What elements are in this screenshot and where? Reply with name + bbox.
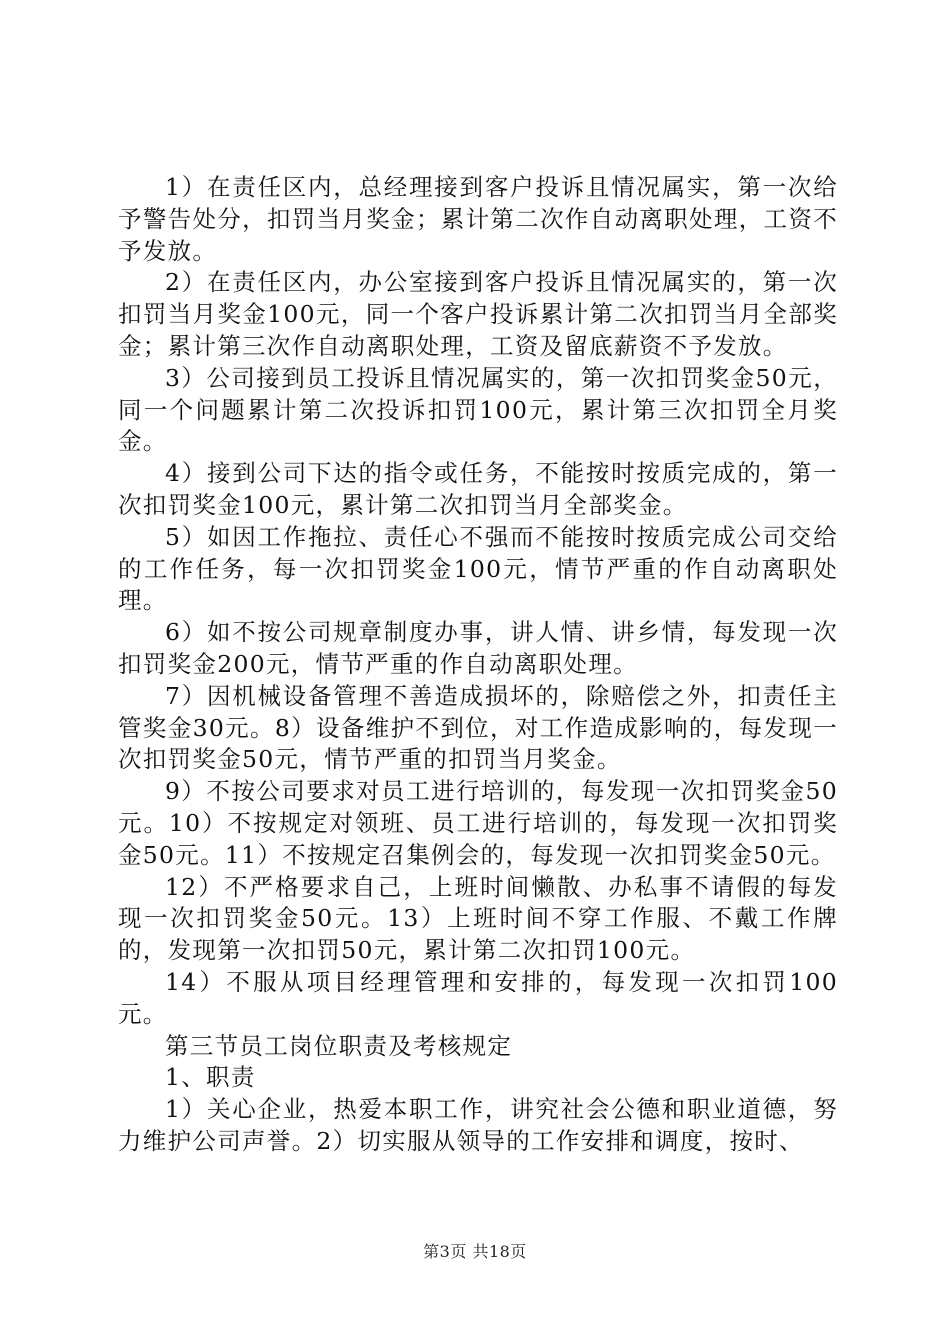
paragraph-6: 6）如不按公司规章制度办事，讲人情、讲乡情，每发现一次扣罚奖金200元，情节严重的作自动离职处理。 <box>118 618 838 678</box>
paragraph-9: 12）不严格要求自己，上班时间懒散、办私事不请假的每发现一次扣罚奖金50元。13）上班时间不穿工作服、不戴工作牌的，发现第一次扣罚50元，累计第二次扣罚100元。 <box>118 872 838 965</box>
page-footer: 第3页 共18页 <box>423 1242 527 1261</box>
paragraph-2: 2）在责任区内，办公室接到客户投诉且情况属实的，第一次扣罚当月奖金100元，同一个客户投诉累计第二次扣罚当月全部奖金；累计第三次作自动离职处理，工资及留底薪资不予发放。 <box>118 268 838 360</box>
paragraph-10: 14）不服从项目经理管理和安排的，每发现一次扣罚100元。 <box>118 967 838 1028</box>
paragraph-8: 9）不按公司要求对员工进行培训的，每发现一次扣罚奖金50元。10）不按规定对领班、员工进行培训的，每发现一次扣罚奖金50元。11）不按规定召集例会的，每发现一次扣罚奖金50元。 <box>118 777 838 869</box>
paragraph-3: 3）公司接到员工投诉且情况属实的，第一次扣罚奖金50元，同一个问题累计第二次投诉扣罚100元，累计第三次扣罚全月奖金。 <box>118 363 838 456</box>
paragraph-11: 1）关心企业，热爱本职工作，讲究社会公德和职业道德，努力维护公司声誉。2）切实服从领导的工作安排和调度，按时、 <box>118 1095 838 1155</box>
paragraph-1: 1）在责任区内，总经理接到客户投诉且情况属实，第一次给予警告处分，扣罚当月奖金；累计第二次作自动离职处理，工资不予发放。 <box>118 173 838 265</box>
subsection-heading: 1、职责 <box>165 1063 256 1092</box>
paragraph-5: 5）如因工作拖拉、责任心不强而不能按时按质完成公司交给的工作任务，每一次扣罚奖金100元，情节严重的作自动离职处理。 <box>118 522 838 615</box>
paragraph-4: 4）接到公司下达的指令或任务，不能按时按质完成的，第一次扣罚奖金100元，累计第二次扣罚当月全部奖金。 <box>118 459 838 519</box>
document-body <box>118 172 838 1158</box>
paragraph-7: 7）因机械设备管理不善造成损坏的，除赔偿之外，扣责任主管奖金30元。8）设备维护不到位，对工作造成影响的，每发现一次扣罚奖金50元，情节严重的扣罚当月奖金。 <box>118 681 838 774</box>
section-heading: 第三节员工岗位职责及考核规定 <box>165 1031 513 1060</box>
